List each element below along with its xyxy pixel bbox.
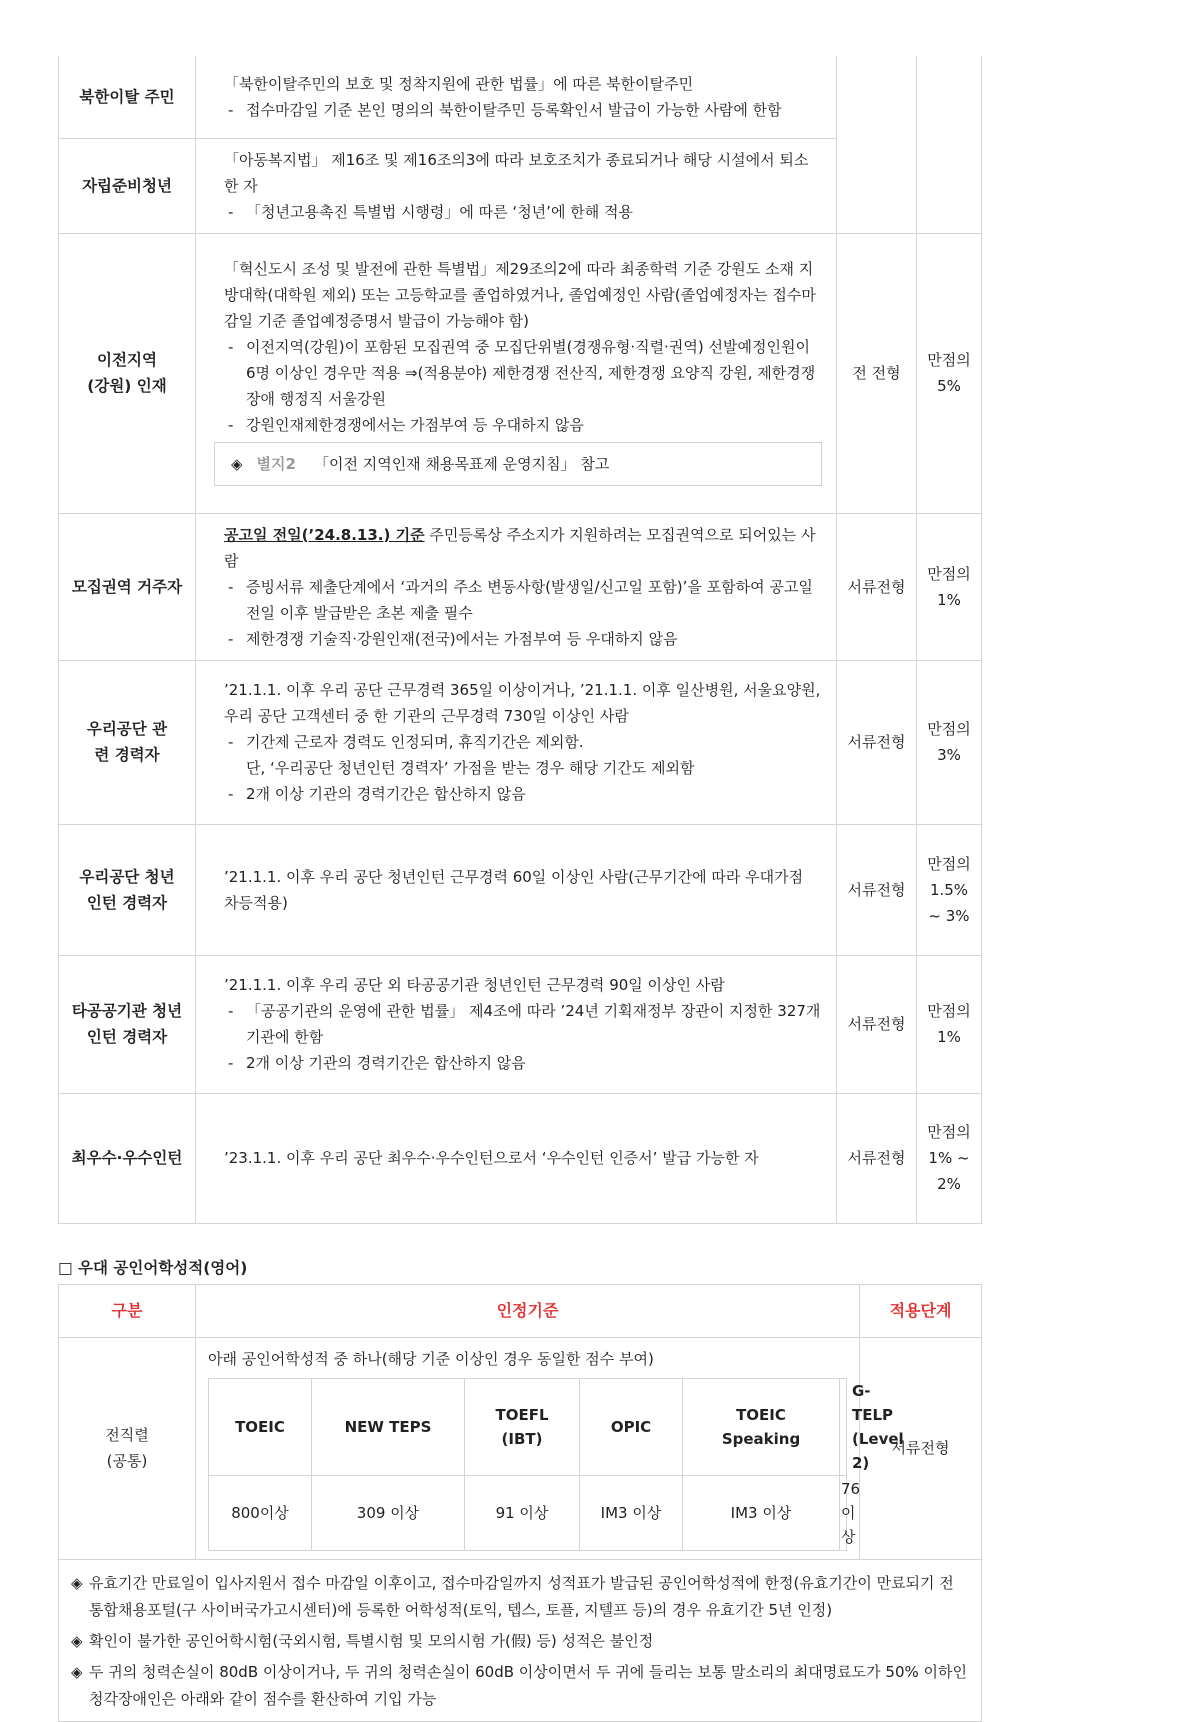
row-lead: 공고일 전일(’24.8.13.) 기준 주민등록상 주소지가 지원하려는 모집권역으로 되어있는 사람 bbox=[224, 525, 816, 570]
test-score: 76 이상 bbox=[840, 1475, 847, 1550]
test-score: IM3 이상 bbox=[580, 1475, 683, 1550]
stage-cell: 서류전형 bbox=[860, 1337, 982, 1559]
table-row bbox=[59, 660, 982, 824]
table-row bbox=[59, 955, 982, 1093]
test-name: TOEIC bbox=[209, 1378, 312, 1475]
row-points bbox=[917, 56, 982, 233]
row-points: 만점의 3% bbox=[917, 660, 982, 824]
row-points: 만점의 1.5% ~ 3% bbox=[917, 824, 982, 955]
row-stage: 서류전형 bbox=[837, 824, 917, 955]
row-points: 만점의 1% ~ 2% bbox=[917, 1093, 982, 1223]
row-points: 만점의 5% bbox=[917, 233, 982, 513]
test-score: IM3 이상 bbox=[683, 1475, 840, 1550]
table-header-row bbox=[59, 1284, 982, 1337]
test-name: TOEFL (IBT) bbox=[465, 1378, 580, 1475]
score-table bbox=[208, 1378, 904, 1551]
test-score: 309 이상 bbox=[312, 1475, 465, 1550]
row-stage: 전 전형 bbox=[837, 233, 917, 513]
test-name: NEW TEPS bbox=[312, 1378, 465, 1475]
row-label: 북한이탈 주민 bbox=[59, 56, 196, 138]
row-description: ’21.1.1. 이후 우리 공단 외 타공공기관 청년인턴 근무경력 90일 이상인 사람 - 「공공기관의 운영에 관한 법률」 제4조에 따라 ’24년 기획재정부 장관이 지정한 327개 기관에 한함 - 2개 이상 기관의 경력기간은 합산하지 않음 bbox=[196, 955, 837, 1093]
document-page bbox=[58, 56, 982, 1722]
row-stage: 서류전형 bbox=[837, 660, 917, 824]
table-row bbox=[59, 824, 982, 955]
row-points: 만점의 1% bbox=[917, 955, 982, 1093]
reference-date: 공고일 전일(’24.8.13.) 기준 bbox=[224, 525, 425, 544]
row-label: 이전지역(강원) 인재 bbox=[59, 233, 196, 513]
note-item: ◈ 유효기간 만료일이 입사지원서 접수 마감일 이후이고, 접수마감일까지 성적표가 발급된 공인어학성적에 한정(유효기간이 만료되기 전 통합채용포털(구 사이버국가고시센터)에 등록한 어학성적(토익, 텝스, 토플, 지텔프 등)의 경우 유효기간 5년 인정) bbox=[71, 1570, 969, 1624]
table-row bbox=[59, 1093, 982, 1223]
row-label: 우리공단 청년인턴 경력자 bbox=[59, 824, 196, 955]
row-description: 「아동복지법」 제16조 및 제16조의3에 따라 보호조치가 종료되거나 해당 시설에서 퇴소한 자 - 「청년고용촉진 특별법 시행령」에 따른 ‘청년’에 한해 적용 bbox=[196, 138, 837, 233]
row-label: 모집권역 거주자 bbox=[59, 513, 196, 660]
note-item: ◈ 두 귀의 청력손실이 80dB 이상이거나, 두 귀의 청력손실이 60dB 이상이면서 두 귀에 들리는 보통 말소리의 최대명료도가 50% 이하인 청각장애인은 아래와 같이 점수를 환산하여 기입 가능 bbox=[71, 1659, 969, 1713]
row-description: 「혁신도시 조성 및 발전에 관한 특별법」제29조의2에 따라 최종학력 기준 강원도 소재 지방대학(대학원 제외) 또는 고등학교를 졸업하였거나, 졸업예정인 사람(졸업예정자는 접수마감일 기준 졸업예정증명서 발급이 가능해야 함) - 이전지역(강원)이 포함된 모집권역 중 모집단위별(경쟁유형·직렬·권역) 선발예정인원이 6명 이상인 경우만 적용 ⇒(적용분야) 제한경쟁 전산직, 제한경쟁 요양직 강원, 제한경쟁 장애 행정직 서울강원 - 강원인재제한경쟁에서는 가점부여 등 우대하지 않음 ◈ 별지2 「이전 지역인재 채용목표제 운영지침」 참고 bbox=[196, 233, 837, 513]
row-description: ’21.1.1. 이후 우리 공단 근무경력 365일 이상이거나, ’21.1.1. 이후 일산병원, 서울요양원, 우리 공단 고객센터 중 한 기관의 근무경력 730일 이상인 사람 - 기간제 근로자 경력도 인정되며, 휴직기간은 제외함. 단, ‘우리공단 청년인턴 경력자’ 가점을 받는 경우 해당 기간도 제외함 - 2개 이상 기관의 경력기간은 합산하지 않음 bbox=[196, 660, 837, 824]
reference-text: 「이전 지역인재 채용목표제 운영지침」 참고 bbox=[313, 455, 610, 473]
preference-criteria-table bbox=[58, 56, 982, 1224]
header-criteria: 인정기준 bbox=[196, 1284, 860, 1337]
table-row bbox=[59, 513, 982, 660]
test-score: 800이상 bbox=[209, 1475, 312, 1550]
table-row bbox=[59, 56, 982, 138]
row-stage: 서류전형 bbox=[837, 513, 917, 660]
header-stage: 적용단계 bbox=[860, 1284, 982, 1337]
row-description: ’21.1.1. 이후 우리 공단 청년인턴 근무경력 60일 이상인 사람(근무기간에 따라 우대가점 차등적용) bbox=[196, 824, 837, 955]
row-stage: 서류전형 bbox=[837, 955, 917, 1093]
score-header-row bbox=[209, 1378, 847, 1475]
row-description: ’23.1.1. 이후 우리 공단 최우수·우수인턴으로서 ‘우수인턴 인증서’ 발급 가능한 자 bbox=[196, 1093, 837, 1223]
row-label: 최우수·우수인턴 bbox=[59, 1093, 196, 1223]
header-category: 구분 bbox=[59, 1284, 196, 1337]
table-row bbox=[59, 1337, 982, 1559]
score-value-row bbox=[209, 1475, 847, 1550]
row-stage: 서류전형 bbox=[837, 1093, 917, 1223]
category-cell: 전직렬 (공통) bbox=[59, 1337, 196, 1559]
notes-box bbox=[58, 1560, 982, 1722]
row-label: 타공공기관 청년인턴 경력자 bbox=[59, 955, 196, 1093]
test-name: TOEIC Speaking bbox=[683, 1378, 840, 1475]
appendix-tag: 별지2 bbox=[256, 455, 296, 473]
row-description: 공고일 전일(’24.8.13.) 기준 주민등록상 주소지가 지원하려는 모집권역으로 되어있는 사람 - 증빙서류 제출단계에서 ‘과거의 주소 변동사항(발생일/신고일 포함)’을 포함하여 공고일 전일 이후 발급받은 초본 제출 필수 - 제한경쟁 기술직·강원인재(전국)에서는 가점부여 등 우대하지 않음 bbox=[196, 513, 837, 660]
language-score-table bbox=[58, 1284, 982, 1560]
row-label: 자립준비청년 bbox=[59, 138, 196, 233]
test-score: 91 이상 bbox=[465, 1475, 580, 1550]
section-title: □ 우대 공인어학성적(영어) bbox=[58, 1258, 248, 1277]
row-description: 「북한이탈주민의 보호 및 정착지원에 관한 법률」에 따른 북한이탈주민 - 접수마감일 기준 본인 명의의 북한이탈주민 등록확인서 발급이 가능한 사람에 한함 bbox=[196, 56, 837, 138]
row-label: 우리공단 관련 경력자 bbox=[59, 660, 196, 824]
note-item: ◈ 확인이 불가한 공인어학시험(국외시험, 특별시험 및 모의시험 가(假) 등) 성적은 불인정 bbox=[71, 1628, 969, 1655]
table-row bbox=[59, 233, 982, 513]
criteria-cell bbox=[196, 1337, 904, 1559]
diamond-bullet-icon: ◈ bbox=[231, 455, 243, 473]
row-points: 만점의 1% bbox=[917, 513, 982, 660]
criteria-intro: 아래 공인어학성적 중 하나(해당 기준 이상인 경우 동일한 점수 부여) bbox=[208, 1349, 654, 1368]
test-name: OPIC bbox=[580, 1378, 683, 1475]
row-stage bbox=[837, 56, 917, 233]
test-name: G-TELP (Level 2) bbox=[840, 1378, 847, 1475]
reference-box bbox=[214, 442, 822, 486]
